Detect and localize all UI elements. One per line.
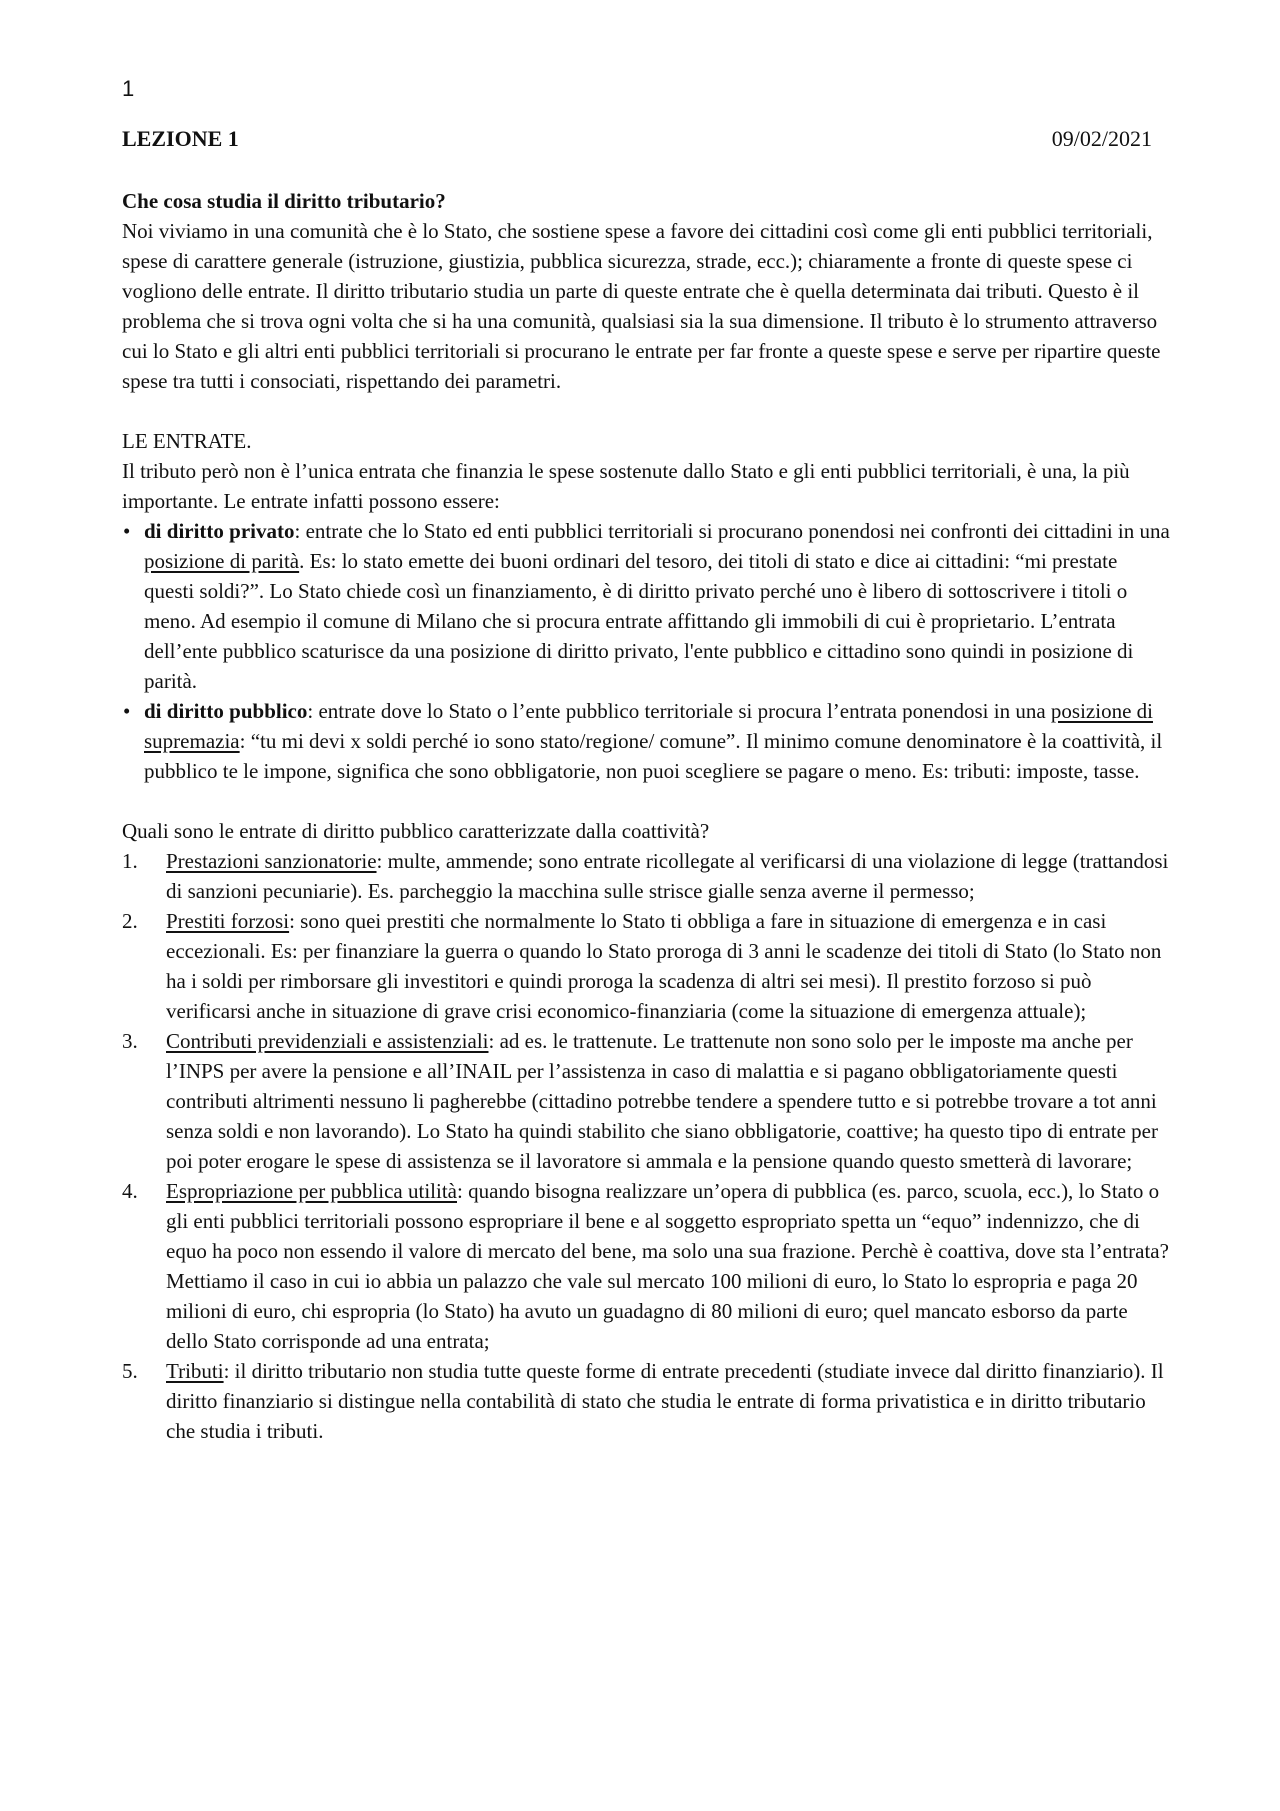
item-number: 5. (122, 1359, 138, 1383)
item-text: : quando bisogna realizzare un’opera di pubblica (es. parco, scuola, ecc.), lo Stato o gli enti pubblici territoriali possono espropriare il bene e al soggetto espropriato spetta un “equo” indennizzo, che di equo ha poco non essendo il valore di mercato del bene, ma solo una sua frazione. Perchè è coattiva, dove sta l’entrata? Mettiamo il caso in cui io abbia un palazzo che vale sul mercato 100 milioni di euro, lo Stato lo espropria e paga 20 milioni di euro, chi espropria (lo Stato) ha avuto un guadagno di 80 milioni di euro; quel mancato esborso da parte dello Stato corrisponde ad una entrata; (166, 1179, 1169, 1353)
item-text: : il diritto tributario non studia tutte queste forme di entrate precedenti (studiate invece dal diritto finanziario). Il diritto finanziario si distingue nella contabilità di stato che studia le entrate di forma privatistica e in diritto tributario che studia i tributi. (166, 1359, 1164, 1443)
item-text: : multe, ammende; sono entrate ricollegate al verificarsi di una violazione di legge (trattandosi di sanzioni pecuniarie). Es. parcheggio la macchina sulle strisce gialle senza averne il permesso; (166, 849, 1169, 903)
list-item-contributi (122, 1026, 1172, 1176)
entrate-heading: LE ENTRATE. (122, 429, 252, 453)
public-entrate-question: Quali sono le entrate di diritto pubblico caratterizzate dalla coattività? (122, 819, 710, 843)
item-text: : sono quei prestiti che normalmente lo Stato ti obbliga a fare in situazione di emergenza e in casi eccezionali. Es: per finanziare la guerra o quando lo Stato proroga di 3 anni le scadenze dei titoli di Stato (lo Stato non ha i soldi per rimborsare gli investitori e quindi proroga la scadenza di altri sei mesi). Il prestito forzoso si può verificarsi anche in situazione di grave crisi economico-finanziaria (come la situazione di emergenza attuale); (166, 909, 1162, 1023)
list-item-diritto-privato (122, 516, 1172, 696)
list-item-diritto-pubblico (122, 696, 1172, 786)
spacer (122, 396, 1172, 426)
item-title: Prestazioni sanzionatorie (166, 849, 377, 873)
list-item-prestiti-forzosi (122, 906, 1172, 1026)
item-title: Contributi previdenziali e assistenziali (166, 1029, 489, 1053)
item-number: 1. (122, 849, 138, 873)
bullet-text: . Es: lo stato emette dei buoni ordinari del tesoro, dei titoli di stato e dice ai cittadini: “mi prestate questi soldi?”. Lo Stato chiede così un finanziamento, è di diritto privato perché uno è libero di sottoscrivere i titoli o meno. Ad esempio il comune di Milano che si procura entrate affittando gli immobili di cui è proprietario. L’entrata dell’ente pubblico scaturisce da una posizione di diritto privato, l'ente pubblico e cittadino sono quindi in posizione di parità. (144, 549, 1134, 693)
entrate-types-list (122, 516, 1172, 786)
intro-paragraph: Noi viviamo in una comunità che è lo Stato, che sostiene spese a favore dei cittadini così come gli enti pubblici territoriali, spese di carattere generale (istruzione, giustizia, pubblica sicurezza, strade, ecc.); chiaramente a fronte di queste spese ci vogliono delle entrate. Il diritto tributario studia un parte di queste entrate che è quella determinata dai tributi. Questo è il problema che si trova ogni volta che si ha una comunità, qualsiasi sia la sua dimensione. Il tributo è lo strumento attraverso cui lo Stato e gli altri enti pubblici territoriali si procurano le entrate per far fronte a queste spese e serve per ripartire queste spese tra tutti i consociati, rispettando dei parametri. (122, 219, 1161, 393)
list-item-prestazioni-sanzionatorie (122, 846, 1172, 906)
bullet-underlined-phrase: posizione di parità (144, 549, 300, 573)
item-title: Espropriazione per pubblica utilità (166, 1179, 457, 1203)
bullet-underlined-phrase: posizione di supremazia (144, 699, 1153, 753)
item-title: Tributi (166, 1359, 224, 1383)
spacer (122, 786, 1172, 816)
bullet-text: : entrate che lo Stato ed enti pubblici territoriali si procurano ponendosi nei confronti dei cittadini in una (294, 519, 1170, 543)
bullet-text: : entrate dove lo Stato o l’ente pubblico territoriale si procura l’entrata ponendosi in una (307, 699, 1051, 723)
lesson-title: LEZIONE 1 (122, 126, 239, 151)
page-number: 1 (122, 76, 135, 101)
item-number: 4. (122, 1179, 138, 1203)
item-number: 3. (122, 1029, 138, 1053)
list-item-espropriazione (122, 1176, 1172, 1356)
bullet-text: : “tu mi devi x soldi perché io sono stato/regione/ comune”. Il minimo comune denominatore è la coattività, il pubblico te le impone, significa che sono obbligatorie, non puoi scegliere se pagare o meno. Es: tributi: imposte, tasse. (144, 729, 1163, 783)
entrate-paragraph: Il tributo però non è l’unica entrata che finanzia le spese sostenute dallo Stato e gli enti pubblici territoriali, è una, la più importante. Le entrate infatti possono essere: (122, 459, 1130, 513)
document-header (122, 124, 1152, 154)
item-text: : ad es. le trattenute. Le trattenute non sono solo per le imposte ma anche per l’INPS per avere la pensione e all’INAIL per l’assistenza in caso di malattia e si pagano obbligatoriamente questi contributi altrimenti nessuno li pagherebbe (cittadino potrebbe tendere a spendere tutto e si potrebbe trovare a tot anni senza soldi e non lavorando). Lo Stato ha quindi stabilito che siano obbligatorie, coattive; ha questo tipo di entrate per poi poter erogare le spese di assistenza se il lavoratore si ammala e la pensione quando questo smetterà di lavorare; (166, 1029, 1158, 1173)
public-entrate-list (122, 846, 1172, 1446)
lesson-date: 09/02/2021 (1051, 126, 1152, 151)
list-item-tributi (122, 1356, 1172, 1446)
item-number: 2. (122, 909, 138, 933)
bullet-term: di diritto privato (144, 519, 295, 543)
item-title: Prestiti forzosi (166, 909, 290, 933)
document-body (122, 186, 1172, 1446)
intro-heading: Che cosa studia il diritto tributario? (122, 189, 446, 213)
bullet-term: di diritto pubblico (144, 699, 308, 723)
